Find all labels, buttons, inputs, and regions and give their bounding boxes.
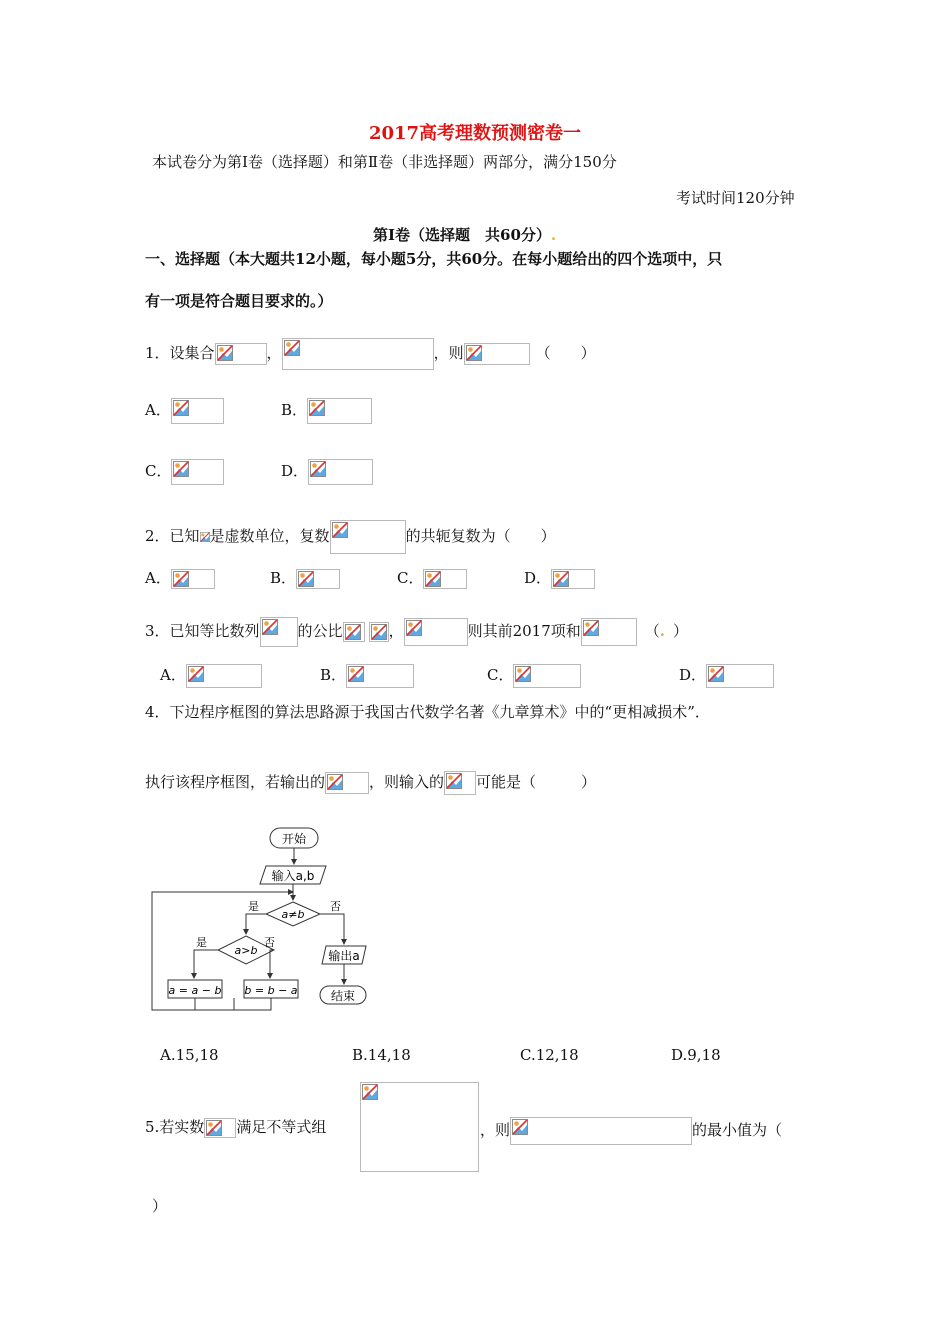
formula-image [404, 618, 468, 646]
document-title: 2017高考理数预测密卷一 [368, 123, 582, 144]
formula-image [464, 343, 530, 365]
formula-image [186, 664, 262, 688]
question-5-close-paren: ） [152, 1197, 168, 1215]
flow-input-label: 输入a,b [271, 869, 315, 883]
question-4-line-2: 执行该程序框图，若输出的 ，则输入的 可能是（ ） [145, 771, 596, 795]
question-2: 2．已知 是虚数单位，复数 的共轭复数为（ ） [145, 520, 556, 554]
flow-yes2-label: 是 [196, 936, 207, 949]
formula-image [325, 772, 369, 794]
question-5-then: ，则 的最小值为（ [480, 1117, 782, 1145]
formula-image [346, 664, 414, 688]
formula-image [307, 398, 372, 424]
q3-option-b: B． [320, 664, 414, 688]
formula-image [510, 1117, 692, 1145]
formula-image [171, 569, 215, 589]
broken-image-icon [173, 400, 189, 416]
q4-option-c: C.12,18 [520, 1046, 579, 1064]
question-3: 3．已知等比数列 的公比 ， 则其前2017项和 （. ） [145, 617, 688, 647]
instructions-line-2: 有一项是符合题目要求的。） [145, 292, 333, 310]
formula-image [581, 618, 637, 646]
flow-no2-label: 否 [264, 936, 275, 949]
q2-option-a: A． [145, 568, 215, 589]
question-5: 5.若实数 满足不等式组 [145, 1118, 327, 1136]
formula-image [343, 622, 365, 642]
exam-intro: 本试卷分为第Ⅰ卷（选择题）和第Ⅱ卷（非选择题）两部分，满分150分 [152, 153, 617, 171]
flow-output-label: 输出a [328, 949, 360, 963]
q1-option-a: A． [145, 398, 224, 424]
broken-image-icon [406, 620, 422, 636]
q2-option-c: C． [397, 568, 467, 589]
formula-image [296, 569, 340, 589]
q3-option-c: C． [487, 664, 581, 688]
formula-image [171, 398, 224, 424]
q2-option-b: B． [270, 568, 340, 589]
q1-option-d: D． [281, 459, 373, 485]
flow-end-label: 结束 [330, 989, 356, 1003]
broken-image-icon [310, 461, 326, 477]
q4-option-d: D.9,18 [671, 1046, 721, 1064]
flow-cond2-label: a>b [234, 944, 258, 957]
exam-time: 考试时间120分钟 [676, 189, 795, 207]
formula-image [204, 1118, 236, 1138]
q3-option-a: A． [160, 664, 262, 688]
broken-image-icon [206, 1120, 222, 1136]
broken-image-icon [425, 571, 441, 587]
broken-image-icon [345, 624, 361, 640]
broken-image-icon [200, 529, 210, 545]
instructions-line-1: 一、选择题（本大题共12小题，每小题5分，共60分。在每小题给出的四个选项中，只 [145, 250, 723, 268]
flow-yes1-label: 是 [248, 900, 259, 913]
broken-image-icon [173, 571, 189, 587]
section-title: 第Ⅰ卷（选择题 共60分）. [373, 226, 557, 244]
formula-image [200, 528, 210, 546]
broken-image-icon [262, 619, 278, 635]
flow-start-label: 开始 [281, 832, 307, 846]
broken-image-icon [512, 1119, 528, 1135]
formula-image [513, 664, 581, 688]
broken-image-icon [362, 1084, 378, 1100]
formula-image-constraints [360, 1082, 479, 1172]
q2-option-d: D． [524, 568, 595, 589]
broken-image-icon [348, 666, 364, 682]
formula-image [551, 569, 595, 589]
broken-image-icon [173, 461, 189, 477]
formula-image [369, 622, 389, 642]
broken-image-icon [583, 620, 599, 636]
broken-image-icon [553, 571, 569, 587]
broken-image-icon [284, 340, 300, 356]
q1-option-c: C． [145, 459, 224, 485]
broken-image-icon [708, 666, 724, 682]
formula-image [260, 617, 298, 647]
flow-no1-label: 否 [330, 900, 341, 913]
broken-image-icon [371, 624, 387, 640]
q4-option-a: A.15,18 [160, 1046, 219, 1064]
formula-image [423, 569, 467, 589]
formula-image [282, 338, 434, 370]
q3-option-d: D． [679, 664, 774, 688]
broken-image-icon [298, 571, 314, 587]
flow-assign-a-label: a = a − b [168, 984, 222, 997]
broken-image-icon [188, 666, 204, 682]
flow-cond1-label: a≠b [281, 908, 305, 921]
formula-image [171, 459, 224, 485]
broken-image-icon [327, 774, 343, 790]
formula-image [444, 771, 476, 795]
broken-image-icon [446, 773, 462, 789]
formula-image [706, 664, 774, 688]
question-4-line-1: 4．下边程序框图的算法思路源于我国古代数学名著《九章算术》中的“更相减损术”． [145, 703, 710, 721]
flow-assign-b-label: b = b − a [244, 984, 298, 997]
formula-image [308, 459, 373, 485]
q1-option-b: B． [281, 398, 372, 424]
broken-image-icon [309, 400, 325, 416]
broken-image-icon [515, 666, 531, 682]
broken-image-icon [466, 345, 482, 361]
q4-option-b: B.14,18 [352, 1046, 411, 1064]
formula-image [330, 520, 406, 554]
broken-image-icon [217, 345, 233, 361]
question-1: 1．设集合 ， ，则 （ ） [145, 338, 596, 370]
formula-image [215, 343, 267, 365]
broken-image-icon [332, 522, 348, 538]
flowchart [148, 824, 380, 1020]
